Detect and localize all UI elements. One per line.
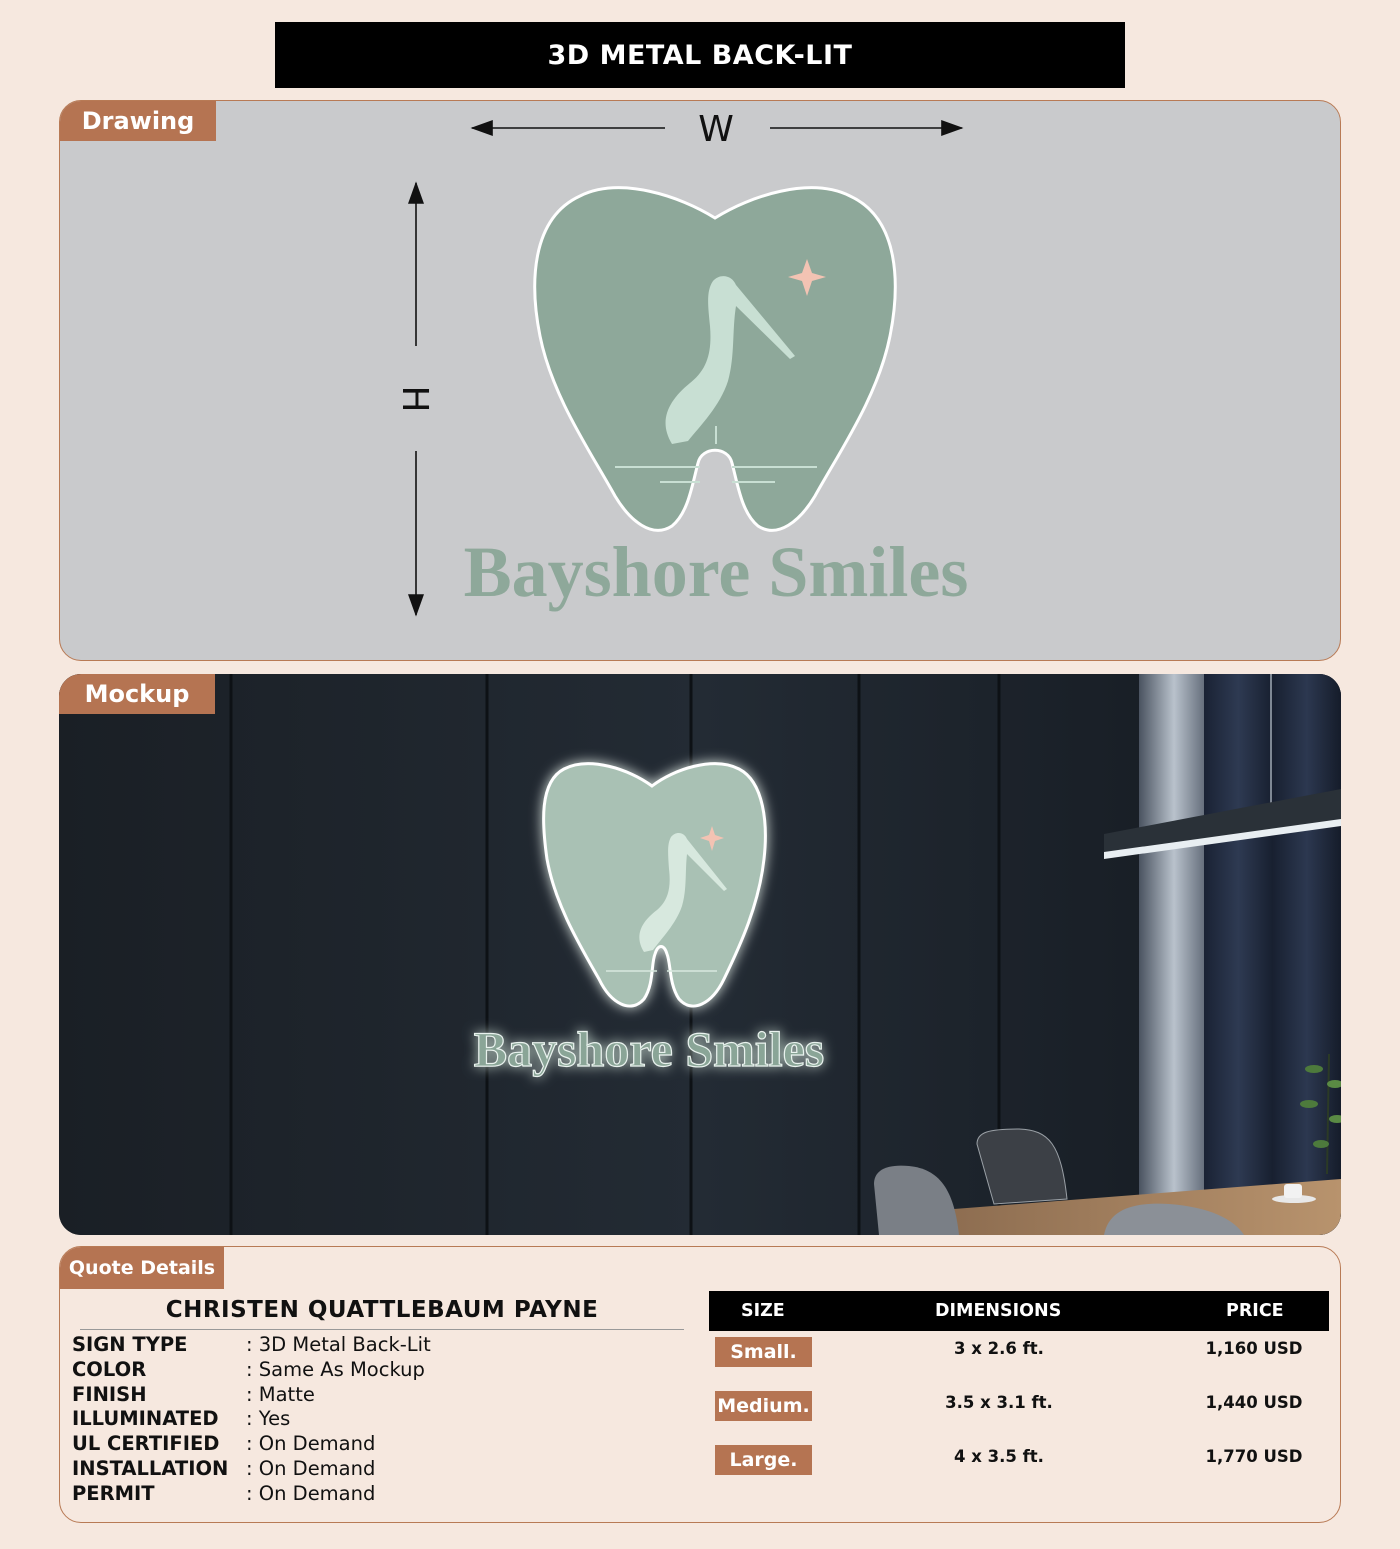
dimensions-cell: 4 x 3.5 ft. xyxy=(954,1447,1044,1466)
size-badge: Large. xyxy=(715,1445,812,1475)
price-row-small xyxy=(709,1337,1329,1369)
price-cell: 1,440 USD xyxy=(1205,1393,1303,1412)
tooth-logo xyxy=(535,188,895,531)
spec-key: ILLUMINATED xyxy=(72,1407,219,1431)
curtain xyxy=(1204,674,1341,1235)
price-row-medium xyxy=(709,1391,1329,1423)
logo-text: Bayshore Smiles xyxy=(463,532,969,612)
quote-tab: Quote Details xyxy=(60,1247,224,1289)
size-badge: Medium. xyxy=(715,1391,812,1421)
height-label: H xyxy=(394,385,435,413)
client-name: CHRISTEN QUATTLEBAUM PAYNE xyxy=(165,1297,599,1323)
price-row-large xyxy=(709,1445,1329,1477)
mockup-tab: Mockup xyxy=(59,674,215,714)
header-dimensions: DIMENSIONS xyxy=(935,1301,1062,1321)
spec-key: COLOR xyxy=(72,1357,147,1381)
client-divider xyxy=(80,1329,684,1330)
cup xyxy=(1284,1184,1302,1198)
width-label: W xyxy=(698,109,734,150)
mockup-scene xyxy=(59,674,1341,1235)
spec-value: : On Demand xyxy=(246,1456,376,1480)
drawing-panel xyxy=(59,100,1341,661)
spec-value: : Matte xyxy=(246,1382,315,1406)
quote-panel xyxy=(59,1246,1341,1523)
sign-logo-text: Bayshore Smiles xyxy=(473,1021,825,1077)
spec-value: : 3D Metal Back-Lit xyxy=(246,1333,431,1356)
price-cell: 1,770 USD xyxy=(1205,1447,1303,1466)
spec-value: : Same As Mockup xyxy=(246,1357,425,1381)
price-cell: 1,160 USD xyxy=(1205,1339,1303,1358)
header-size: SIZE xyxy=(741,1301,785,1321)
spec-key: INSTALLATION xyxy=(72,1456,229,1480)
spec-value: : On Demand xyxy=(246,1481,376,1505)
spec-value: : Yes xyxy=(246,1407,291,1431)
spec-key: PERMIT xyxy=(72,1481,155,1505)
dimensions-cell: 3 x 2.6 ft. xyxy=(954,1339,1044,1358)
header-price: PRICE xyxy=(1226,1301,1284,1321)
pillar xyxy=(1139,674,1209,1235)
drawing-tab: Drawing xyxy=(60,101,216,141)
price-table-header xyxy=(709,1291,1329,1331)
dimensions-cell: 3.5 x 3.1 ft. xyxy=(945,1393,1053,1412)
page-title: 3D METAL BACK-LIT xyxy=(275,22,1125,88)
spec-key: UL CERTIFIED xyxy=(72,1432,220,1456)
drawing-illustration xyxy=(60,101,1341,661)
spec-key: SIGN TYPE xyxy=(72,1333,188,1356)
spec-key: FINISH xyxy=(72,1382,147,1406)
mockup-panel xyxy=(59,674,1341,1235)
size-badge: Small. xyxy=(715,1337,812,1367)
spec-value: : On Demand xyxy=(246,1432,376,1456)
